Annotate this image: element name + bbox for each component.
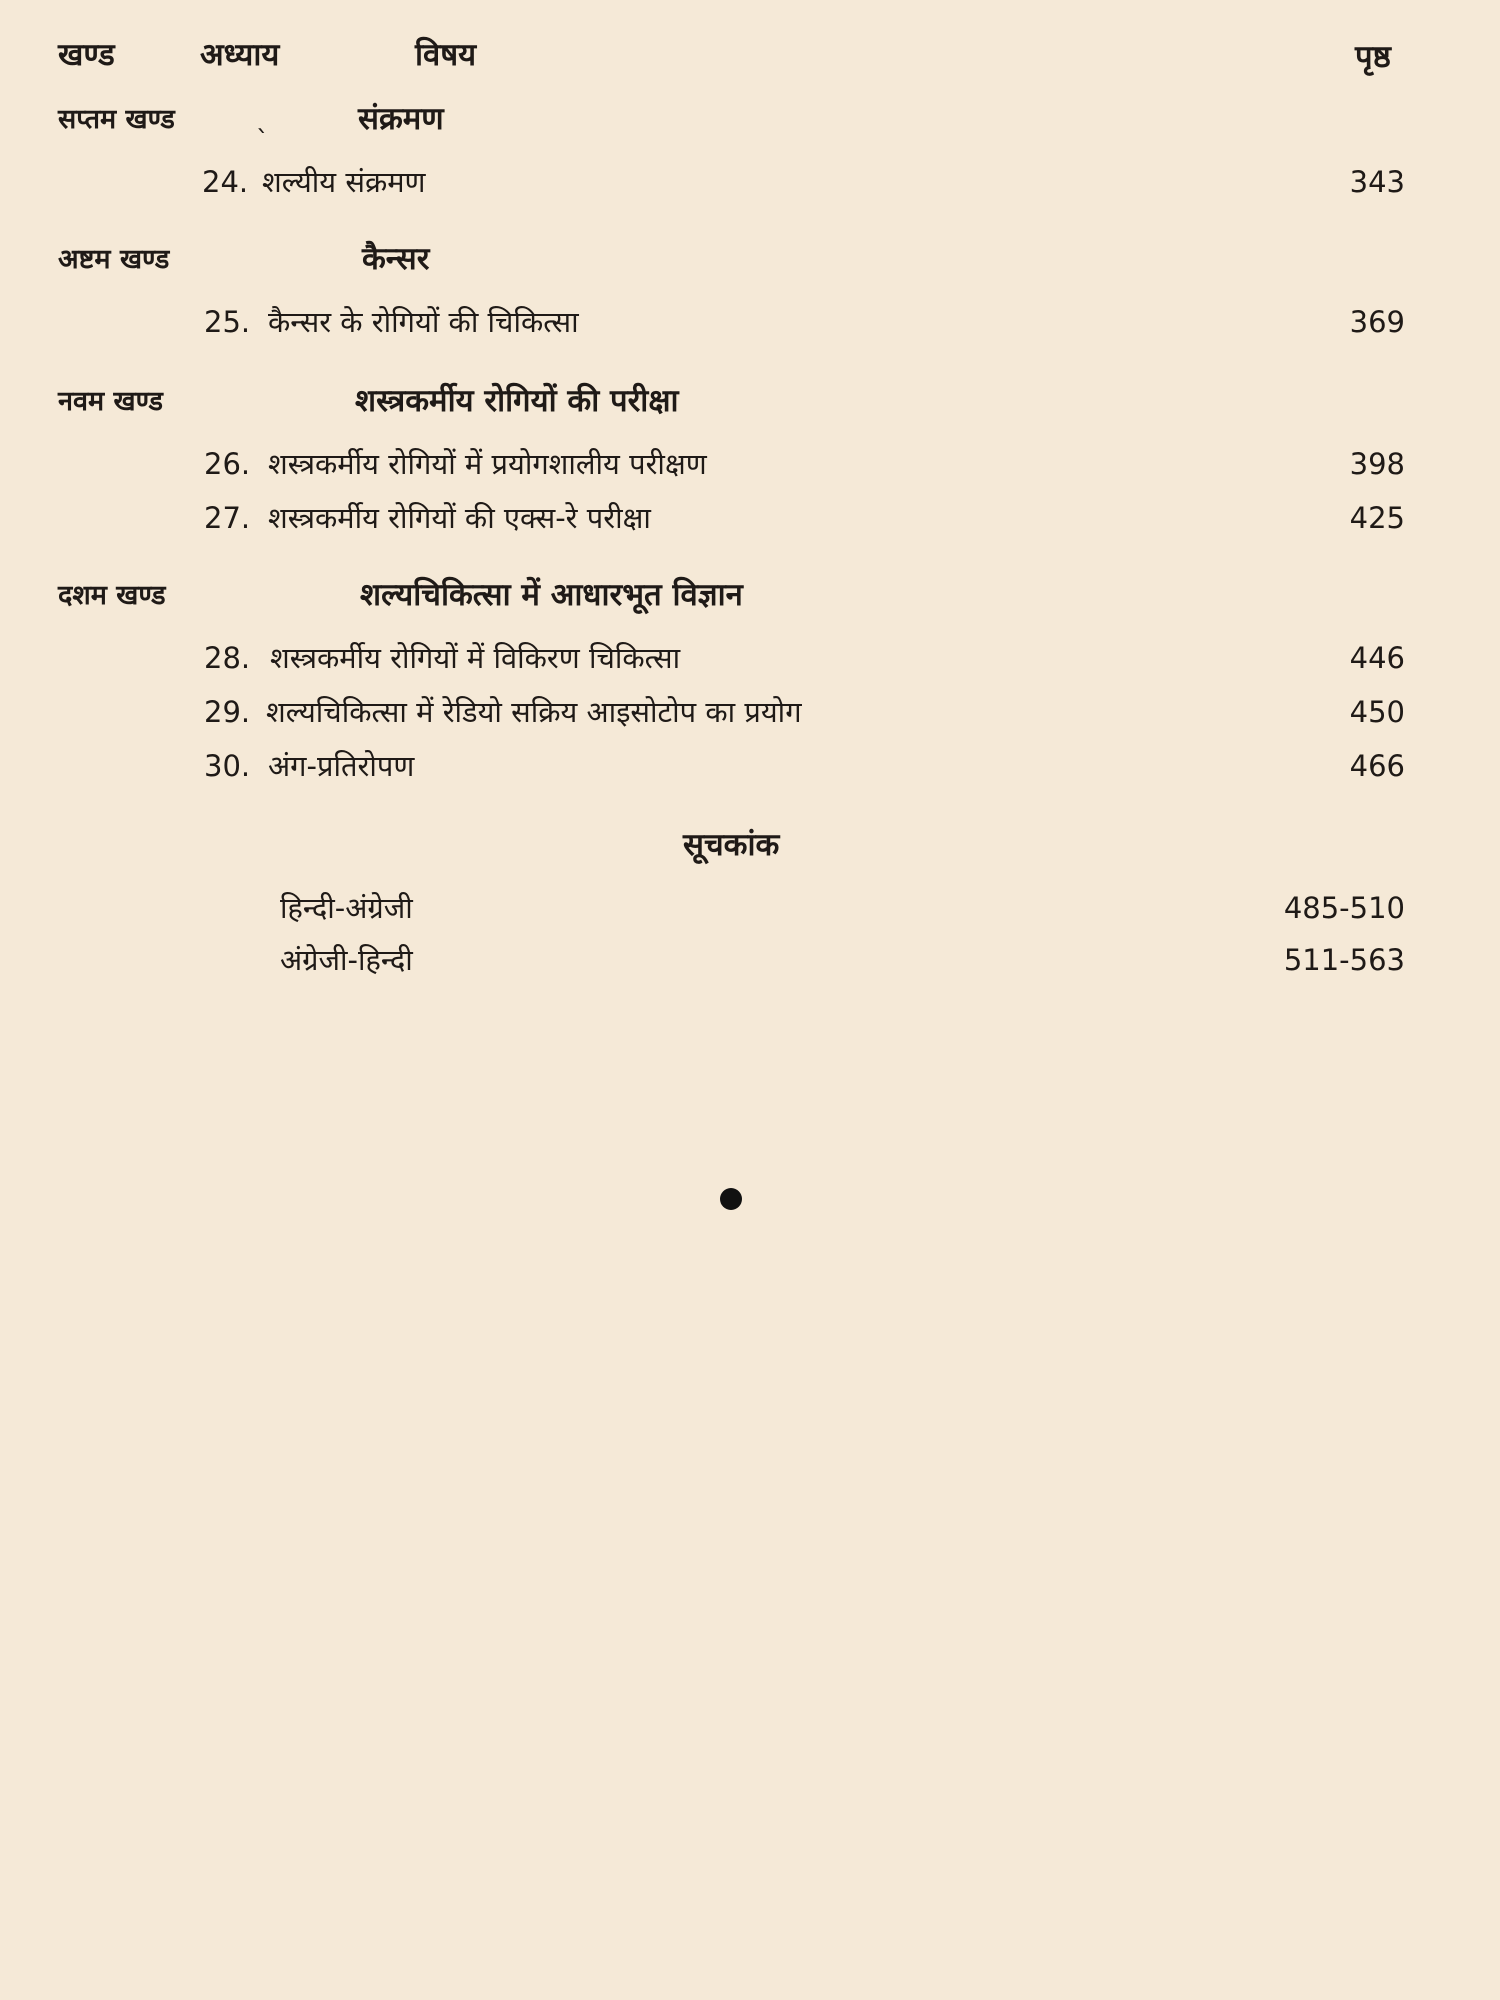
section-label: सप्तम खण्ड [58, 104, 175, 135]
chapter-page: 398 [1349, 447, 1405, 481]
header-vishay: विषय [415, 37, 477, 73]
index-title: सूचकांक [683, 827, 780, 863]
end-dot [720, 1188, 742, 1210]
chapter-page: 466 [1349, 749, 1405, 783]
section-label: नवम खण्ड [58, 386, 163, 417]
chapter-page: 450 [1349, 695, 1405, 729]
chapter-title: शस्त्रकर्मीय रोगियों की एक्स-रे परीक्षा [268, 501, 651, 535]
chapter-title: कैन्सर के रोगियों की चिकित्सा [268, 305, 579, 339]
chapter-page: 343 [1349, 165, 1405, 199]
chapter-page: 446 [1349, 641, 1405, 675]
chapter-page: 425 [1349, 501, 1405, 535]
section-label: अष्टम खण्ड [58, 244, 170, 275]
chapter-title: शल्यचिकित्सा में रेडियो सक्रिय आइसोटोप का प्रयोग [266, 695, 802, 729]
chapter-title: शल्यीय संक्रमण [262, 165, 426, 199]
chapter-number: 25. [204, 305, 251, 339]
stray-mark: ˎ [256, 104, 269, 134]
chapter-page: 369 [1349, 305, 1405, 339]
index-entry-page: 511-563 [1283, 943, 1405, 977]
chapter-number: 26. [204, 447, 251, 481]
header-prishth: पृष्ठ [1355, 39, 1391, 75]
section-title: कैन्सर [362, 241, 430, 277]
chapter-number: 27. [204, 501, 251, 535]
section-label: दशम खण्ड [58, 580, 166, 611]
section-title: संक्रमण [358, 101, 444, 137]
chapter-number: 28. [204, 641, 251, 675]
chapter-title: अंग-प्रतिरोपण [268, 749, 415, 783]
index-entry-title: अंग्रेजी-हिन्दी [280, 943, 413, 977]
header-adhyay: अध्याय [200, 37, 280, 73]
chapter-number: 24. [202, 165, 249, 199]
index-entry-page: 485-510 [1283, 891, 1405, 925]
chapter-title: शस्त्रकर्मीय रोगियों में विकिरण चिकित्सा [270, 641, 681, 675]
chapter-number: 30. [204, 749, 251, 783]
chapter-title: शस्त्रकर्मीय रोगियों में प्रयोगशालीय परीक्षण [268, 447, 707, 481]
section-title: शल्यचिकित्सा में आधारभूत विज्ञान [360, 577, 743, 613]
index-entry-title: हिन्दी-अंग्रेजी [280, 891, 413, 925]
header-khand: खण्ड [58, 37, 115, 73]
section-title: शस्त्रकर्मीय रोगियों की परीक्षा [355, 383, 679, 419]
chapter-number: 29. [204, 695, 251, 729]
